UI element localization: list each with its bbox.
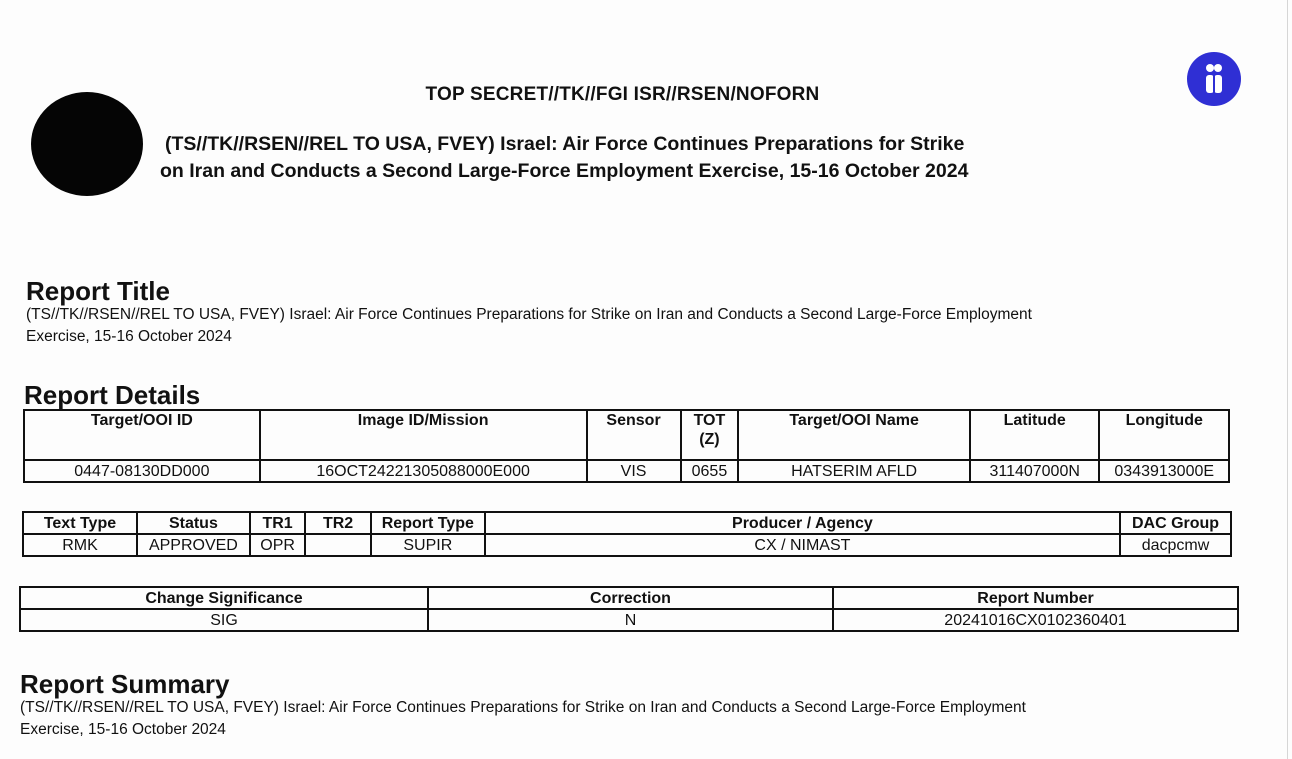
cell-change-significance: SIG xyxy=(20,609,428,631)
classification-banner: TOP SECRET//TK//FGI ISR//RSEN/NOFORN xyxy=(425,84,820,105)
report-change-table xyxy=(19,586,1239,632)
document-title xyxy=(160,131,1120,185)
cell-sensor: VIS xyxy=(587,460,681,482)
cell-tr1: OPR xyxy=(250,534,305,556)
col-report-type: Report Type xyxy=(371,512,485,534)
col-status: Status xyxy=(137,512,250,534)
col-target-id: Target/OOI ID xyxy=(24,410,260,460)
col-text-type: Text Type xyxy=(23,512,137,534)
report-title-text-line-1: (TS//TK//RSEN//REL TO USA, FVEY) Israel: Air Force Continues Preparations for Strike on Iran and Conducts a Second Large-Force Employment xyxy=(26,306,1032,323)
page-edge xyxy=(1287,0,1288,759)
cell-report-type: SUPIR xyxy=(371,534,485,556)
col-tot: TOT (Z) xyxy=(681,410,739,460)
cell-correction: N xyxy=(428,609,833,631)
cell-longitude: 0343913000E xyxy=(1099,460,1229,482)
report-summary-heading: Report Summary xyxy=(20,669,230,699)
report-details-heading: Report Details xyxy=(24,380,201,410)
report-summary-text xyxy=(20,697,1230,741)
col-dac-group: DAC Group xyxy=(1120,512,1231,534)
cell-producer: CX / NIMAST xyxy=(485,534,1120,556)
cell-tot: 0655 xyxy=(681,460,739,482)
cell-dac-group: dacpcmw xyxy=(1120,534,1231,556)
report-title-heading: Report Title xyxy=(26,276,170,306)
report-summary-text-line-1: (TS//TK//RSEN//REL TO USA, FVEY) Israel: Air Force Continues Preparations for Strike on Iran and Conducts a Second Large-Force Employment xyxy=(20,699,1026,716)
cell-latitude: 311407000N xyxy=(970,460,1100,482)
report-title-text-line-2: Exercise, 15-16 October 2024 xyxy=(26,328,232,345)
table-row xyxy=(23,534,1231,556)
col-correction: Correction xyxy=(428,587,833,609)
report-details-table xyxy=(23,409,1230,483)
table-row xyxy=(24,460,1229,482)
table-header-row xyxy=(23,512,1231,534)
col-tr2: TR2 xyxy=(305,512,371,534)
table-row xyxy=(20,609,1238,631)
col-image-id: Image ID/Mission xyxy=(260,410,587,460)
cell-tr2 xyxy=(305,534,371,556)
cell-status: APPROVED xyxy=(137,534,250,556)
col-tr1: TR1 xyxy=(250,512,305,534)
cell-target-name: HATSERIM AFLD xyxy=(738,460,970,482)
cell-text-type: RMK xyxy=(23,534,137,556)
redacted-seal xyxy=(31,92,143,196)
document-title-line-2: on Iran and Conducts a Second Large-Force Employment Exercise, 15-16 October 2024 xyxy=(160,160,969,182)
cell-report-number: 20241016CX0102360401 xyxy=(833,609,1238,631)
col-change-significance: Change Significance xyxy=(20,587,428,609)
table-header-row xyxy=(24,410,1229,460)
table-header-row xyxy=(20,587,1238,609)
col-producer: Producer / Agency xyxy=(485,512,1120,534)
cell-image-id: 16OCT24221305088000E000 xyxy=(260,460,587,482)
col-longitude: Longitude xyxy=(1099,410,1229,460)
report-title-text xyxy=(26,304,1236,348)
col-report-number: Report Number xyxy=(833,587,1238,609)
cell-target-id: 0447-08130DD000 xyxy=(24,460,260,482)
document-title-line-1: (TS//TK//RSEN//REL TO USA, FVEY) Israel: Air Force Continues Preparations for Strike xyxy=(165,133,965,155)
col-target-name: Target/OOI Name xyxy=(738,410,970,460)
col-latitude: Latitude xyxy=(970,410,1100,460)
report-status-table xyxy=(22,511,1232,557)
report-summary-text-line-2: Exercise, 15-16 October 2024 xyxy=(20,721,226,738)
col-sensor: Sensor xyxy=(587,410,681,460)
